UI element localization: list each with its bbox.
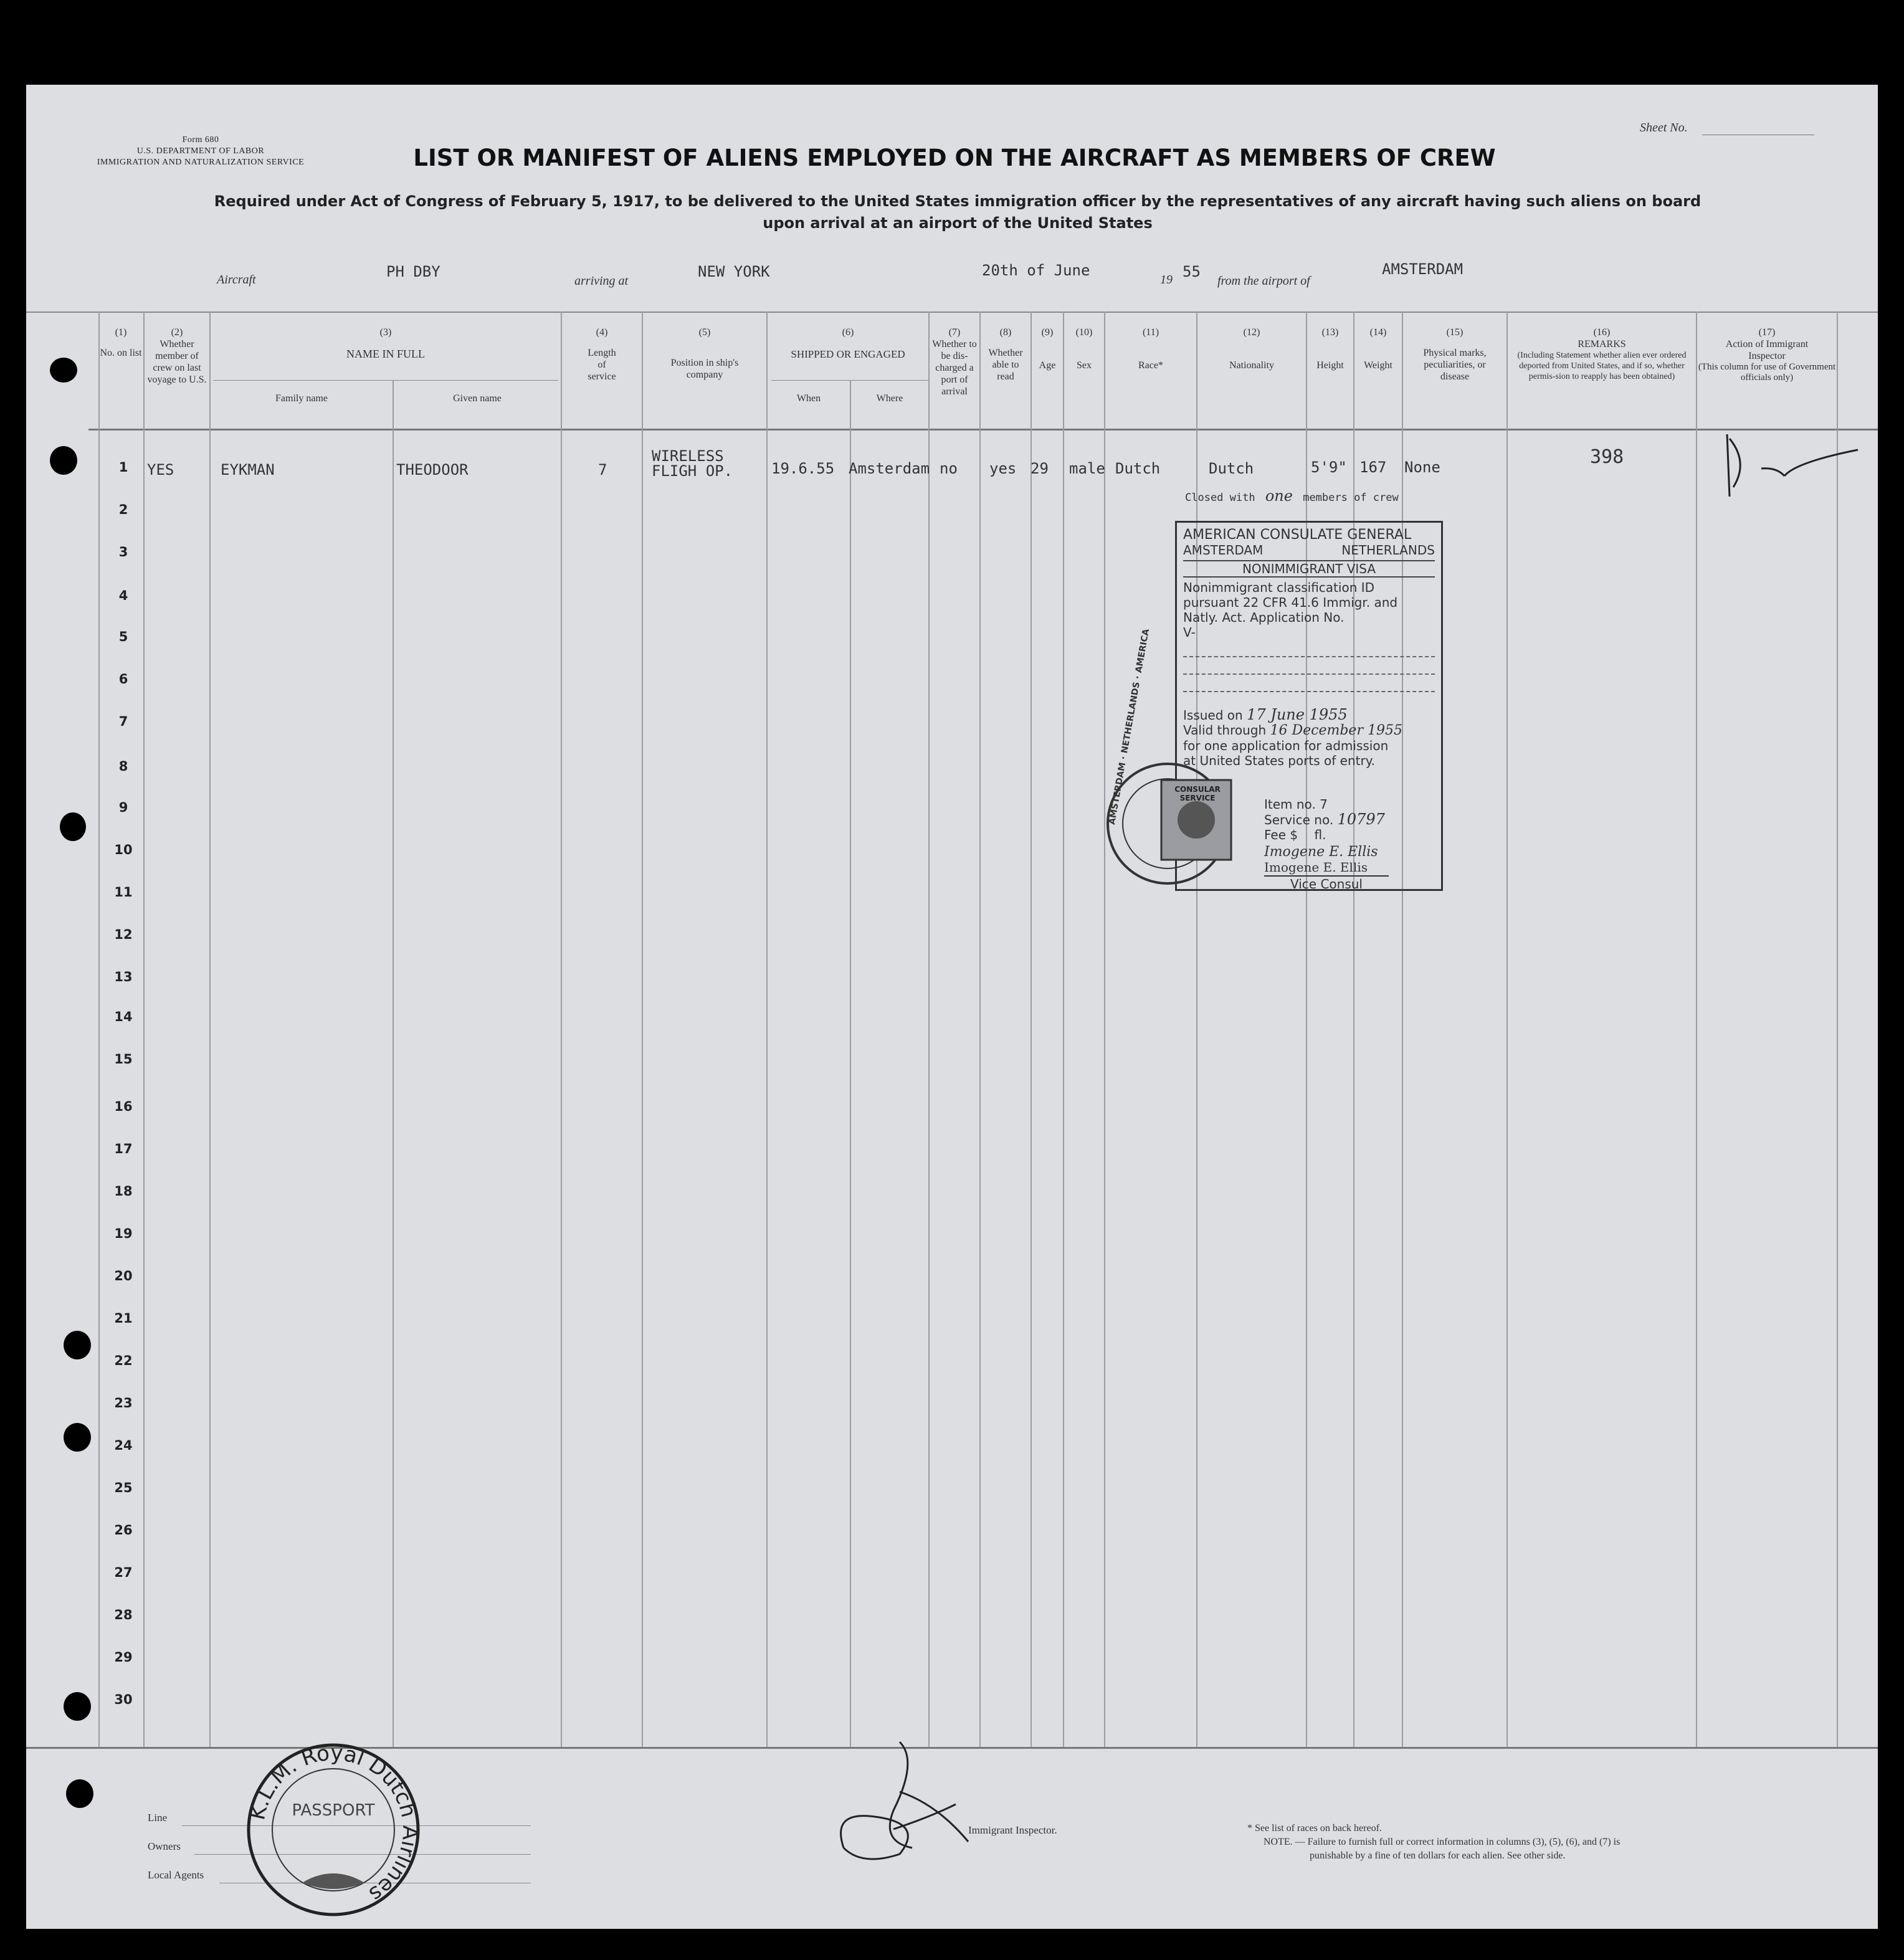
visa-city-row xyxy=(1183,543,1435,558)
closed-note xyxy=(1185,487,1399,505)
entry-length-service: 7 xyxy=(598,461,607,478)
col-line xyxy=(1031,312,1032,1747)
visa-ports-note: at United States ports of entry. xyxy=(1183,753,1376,768)
visa-fl: fl. xyxy=(1314,827,1326,842)
entry-age: 29 xyxy=(1031,460,1049,477)
col7-label: Whether to be dis-charged a port of arrival xyxy=(932,339,977,397)
visa-classification: Nonimmigrant classification ID xyxy=(1183,580,1375,595)
row-number: 8 xyxy=(118,759,128,774)
visa-pursuant: pursuant 22 CFR 41.6 Immigr. and xyxy=(1183,595,1398,610)
col-line xyxy=(209,312,211,1747)
inspector-signature xyxy=(825,1736,999,1873)
from-label: from the airport of xyxy=(1217,274,1310,288)
col-line xyxy=(766,312,768,1747)
footer-owners-label: Owners xyxy=(148,1840,181,1852)
visa-application-note: for one application for admission xyxy=(1183,738,1389,753)
col12-number: (12) xyxy=(1243,327,1260,338)
page-title: LIST OR MANIFEST OF ALIENS EMPLOYED ON THE AIRCRAFT AS MEMBERS OF CREW xyxy=(413,145,1496,171)
row-number: 14 xyxy=(114,1009,133,1024)
binder-hole xyxy=(66,1779,93,1808)
col6a-header: When xyxy=(796,393,821,404)
row-number: 12 xyxy=(114,927,133,942)
col3-label: NAME IN FULL xyxy=(346,348,425,360)
entry-race: Dutch xyxy=(1115,460,1161,477)
entry-sex: male xyxy=(1069,460,1105,477)
footer-agents-label: Local Agents xyxy=(148,1869,204,1881)
col2-label: Whether member of crew on last voyage to U.S. xyxy=(147,339,207,385)
visa-blank-line xyxy=(1183,640,1435,657)
col-line xyxy=(928,312,930,1747)
row-number: 28 xyxy=(114,1607,133,1622)
col-line xyxy=(850,380,851,1747)
row-number: 30 xyxy=(114,1692,133,1707)
header-top-rule xyxy=(26,312,1878,313)
col8-number: (8) xyxy=(999,327,1012,338)
aircraft-value: PH DBY xyxy=(386,263,440,280)
visa-fee-row xyxy=(1264,827,1435,842)
col3b-header: Given name xyxy=(453,393,502,404)
entry-nationality: Dutch xyxy=(1209,460,1254,477)
closed-note-pre: Closed with xyxy=(1185,492,1255,504)
visa-service-row xyxy=(1264,812,1435,827)
col13-number: (13) xyxy=(1321,327,1339,338)
col3-header xyxy=(211,326,561,360)
visa-issued-row xyxy=(1183,707,1435,723)
visa-country: NETHERLANDS xyxy=(1341,543,1435,558)
entry-position-bottom: FLIGH OP. xyxy=(652,462,733,480)
revenue-stamp-text: CONSULAR SERVICE xyxy=(1174,785,1221,802)
klm-stamp xyxy=(243,1739,424,1920)
subtitle-line-1: Required under Act of Congress of February 5, 1917, to be delivered to the United States immigration officer by the representatives of any aircraft having such aliens on board xyxy=(214,193,1702,210)
visa-city: AMSTERDAM xyxy=(1183,543,1264,558)
col16-header xyxy=(1508,326,1696,382)
visa-valid-label: Valid through xyxy=(1183,723,1267,738)
entry-remarks: 398 xyxy=(1590,446,1624,468)
arriving-label: arriving at xyxy=(574,274,629,288)
entry-where: Amsterdam xyxy=(849,460,930,477)
col10-header xyxy=(1064,326,1104,371)
col11-number: (11) xyxy=(1142,327,1159,338)
footer-note-races: * See list of races on back hereof. xyxy=(1247,1823,1382,1834)
binder-hole xyxy=(50,446,77,475)
entry-height: 5'9" xyxy=(1311,459,1347,476)
arrival-date: 20th of June xyxy=(982,262,1090,279)
manifest-sheet xyxy=(26,85,1878,1929)
col14-label: Weight xyxy=(1364,360,1392,371)
col-line xyxy=(1507,312,1508,1747)
row-number: 25 xyxy=(114,1480,133,1495)
visa-service-no: 10797 xyxy=(1337,811,1385,828)
row-number: 26 xyxy=(114,1523,133,1538)
col7-number: (7) xyxy=(948,327,961,338)
row-number: 22 xyxy=(114,1353,133,1368)
closed-note-handwritten: one xyxy=(1265,487,1293,505)
col6-header xyxy=(768,326,928,360)
col-line xyxy=(1104,312,1105,1747)
row-number: 18 xyxy=(114,1184,133,1199)
entry-last-voyage: YES xyxy=(147,461,174,478)
col12-label: Nationality xyxy=(1229,360,1274,371)
col-line xyxy=(561,312,562,1747)
col15-number: (15) xyxy=(1446,327,1464,338)
col11-header xyxy=(1105,326,1196,371)
arriving-value: NEW YORK xyxy=(698,263,770,280)
col17-note: (This column for use of Government officials only) xyxy=(1698,362,1836,383)
row-number: 5 xyxy=(118,629,128,644)
footer-note-penalty-2: punishable by a fine of ten dollars for each alien. See other side. xyxy=(1310,1850,1566,1861)
footer-line-label: Line xyxy=(148,1812,168,1824)
header-bottom-rule xyxy=(88,429,1878,431)
visa-blank-line xyxy=(1183,657,1435,675)
col11-label: Race* xyxy=(1138,360,1163,371)
footer-note-penalty-1: NOTE. — Failure to furnish full or correct information in columns (3), (5), (6), and (7) is xyxy=(1264,1837,1621,1847)
col-line xyxy=(143,312,145,1747)
col9-label: Age xyxy=(1039,360,1056,371)
visa-number: V- xyxy=(1183,625,1196,640)
row-number: 1 xyxy=(118,460,128,475)
row-number: 4 xyxy=(118,588,128,603)
col4-header xyxy=(562,326,642,383)
row-number: 10 xyxy=(114,842,133,857)
visa-fee-block xyxy=(1264,797,1435,875)
col-line xyxy=(642,312,643,1747)
name-subrule xyxy=(213,380,558,381)
col15-label: Physical marks, peculiarities, or disease xyxy=(1423,348,1487,382)
from-value: AMSTERDAM xyxy=(1382,260,1464,278)
col-line xyxy=(979,312,981,1747)
col4-label: Length of service xyxy=(588,348,616,382)
col14-header xyxy=(1354,326,1402,371)
visa-valid-date: 16 December 1955 xyxy=(1270,723,1402,738)
col12-header xyxy=(1197,326,1306,371)
col10-label: Sex xyxy=(1077,360,1092,371)
visa-issued-date: 17 June 1955 xyxy=(1247,706,1348,723)
entry-discharged: no xyxy=(940,460,958,477)
col6b-header: Where xyxy=(876,393,903,404)
row-number: 20 xyxy=(114,1268,133,1283)
row-number: 17 xyxy=(114,1141,133,1156)
col5-header xyxy=(643,326,766,381)
row-number: 7 xyxy=(118,714,128,729)
row-number: 29 xyxy=(114,1650,133,1665)
col-line xyxy=(1696,312,1697,1747)
visa-consul-signature: Imogene E. Ellis xyxy=(1264,844,1378,860)
col1-header xyxy=(98,326,143,359)
year-prefix: 19 xyxy=(1160,273,1173,287)
binder-hole xyxy=(64,1331,91,1359)
binder-hole xyxy=(64,1692,91,1721)
col7-header xyxy=(930,326,979,397)
col2-header xyxy=(145,326,209,386)
year-value: 55 xyxy=(1183,263,1201,280)
visa-consul-name: Imogene E. Ellis xyxy=(1264,860,1368,875)
col13-header xyxy=(1307,326,1353,371)
row-number: 15 xyxy=(114,1052,133,1067)
entry-weight: 167 xyxy=(1359,459,1387,476)
col14-number: (14) xyxy=(1369,327,1387,338)
row-number: 19 xyxy=(114,1226,133,1241)
visa-fee: Fee $ xyxy=(1264,827,1298,842)
entry-read: yes xyxy=(989,460,1017,477)
col-line xyxy=(1837,312,1838,1747)
visa-consulate: AMERICAN CONSULATE GENERAL xyxy=(1183,527,1412,543)
col2-number: (2) xyxy=(171,327,183,338)
service: IMMIGRATION AND NATURALIZATION SERVICE xyxy=(97,158,305,167)
visa-application: Natly. Act. Application No. xyxy=(1183,610,1345,625)
col3a-header: Family name xyxy=(275,393,328,404)
binder-hole xyxy=(64,1423,91,1452)
col3-number: (3) xyxy=(379,327,392,338)
visa-service-label: Service no. xyxy=(1264,812,1334,827)
row-number: 9 xyxy=(118,800,128,815)
col1-label: No. on list xyxy=(100,348,142,358)
row-number: 6 xyxy=(118,672,128,687)
col17-number: (17) xyxy=(1758,327,1776,338)
col6-number: (6) xyxy=(842,327,854,338)
col10-number: (10) xyxy=(1075,327,1093,338)
klm-stamp-inner: PASSPORT xyxy=(292,1801,375,1820)
col-line xyxy=(393,380,394,1747)
sheet-number-label: Sheet No. xyxy=(1640,121,1688,135)
col6-label: SHIPPED OR ENGAGED xyxy=(791,348,905,360)
row-number: 23 xyxy=(114,1396,133,1411)
binder-hole xyxy=(60,812,86,841)
col16-number: (16) xyxy=(1593,327,1611,338)
page-subtitle xyxy=(176,191,1740,234)
row-number: 24 xyxy=(114,1438,133,1453)
row-number: 13 xyxy=(114,969,133,984)
closed-note-post: members of crew xyxy=(1303,492,1399,504)
department: U.S. DEPARTMENT OF LABOR xyxy=(136,146,265,156)
col-line xyxy=(1063,312,1064,1747)
col17-label: Action of Immigrant Inspector xyxy=(1725,339,1809,361)
col9-number: (9) xyxy=(1041,327,1054,338)
visa-consul-title: Vice Consul xyxy=(1264,875,1389,892)
aircraft-label: Aircraft xyxy=(217,273,256,287)
col8-header xyxy=(981,326,1031,383)
visa-issued-label: Issued on xyxy=(1183,708,1243,723)
col5-number: (5) xyxy=(698,327,711,338)
col-line xyxy=(98,312,100,1747)
seal-text: AMSTERDAM · NETHERLANDS · AMERICA xyxy=(1107,628,1152,825)
row-number: 16 xyxy=(114,1099,133,1114)
col9-header xyxy=(1032,326,1063,371)
col13-label: Height xyxy=(1316,360,1344,371)
visa-type: NONIMMIGRANT VISA xyxy=(1183,560,1435,578)
entry-given-name: THEODOOR xyxy=(396,461,469,478)
col4-number: (4) xyxy=(596,327,608,338)
col8-label: Whether able to read xyxy=(988,348,1023,382)
form-number: Form 680 xyxy=(182,135,219,145)
col15-header xyxy=(1403,326,1507,383)
col5-label: Position in ship's company xyxy=(670,358,739,380)
inspector-check-mark xyxy=(1702,431,1870,500)
col1-number: (1) xyxy=(115,327,127,338)
visa-item: Item no. 7 xyxy=(1264,797,1328,812)
entry-when: 19.6.55 xyxy=(771,460,835,477)
row-number: 2 xyxy=(118,502,128,517)
visa-blank-line xyxy=(1183,675,1435,692)
row-number: 3 xyxy=(118,545,128,559)
immigrant-inspector-label: Immigrant Inspector. xyxy=(968,1824,1057,1836)
visa-valid-row xyxy=(1183,723,1435,738)
col17-header xyxy=(1697,326,1837,383)
row-number: 11 xyxy=(114,885,133,900)
klm-stamp-text: K.L.M. Royal Dutch Airlines xyxy=(245,1740,423,1907)
subtitle-line-2: upon arrival at an airport of the United States xyxy=(763,214,1153,232)
entry-family-name: EYKMAN xyxy=(221,461,275,478)
col16-label: REMARKS xyxy=(1578,339,1626,350)
entry-position-top: WIRELESS xyxy=(652,447,724,465)
binder-hole xyxy=(50,358,77,383)
row-number: 21 xyxy=(114,1311,133,1326)
col16-note: (Including Statement whether alien ever ordered deported from United States, and if so, whether permis-sion to reapply has been obtained) xyxy=(1517,351,1687,381)
entry-marks: None xyxy=(1404,459,1440,476)
row-number: 27 xyxy=(114,1565,133,1580)
